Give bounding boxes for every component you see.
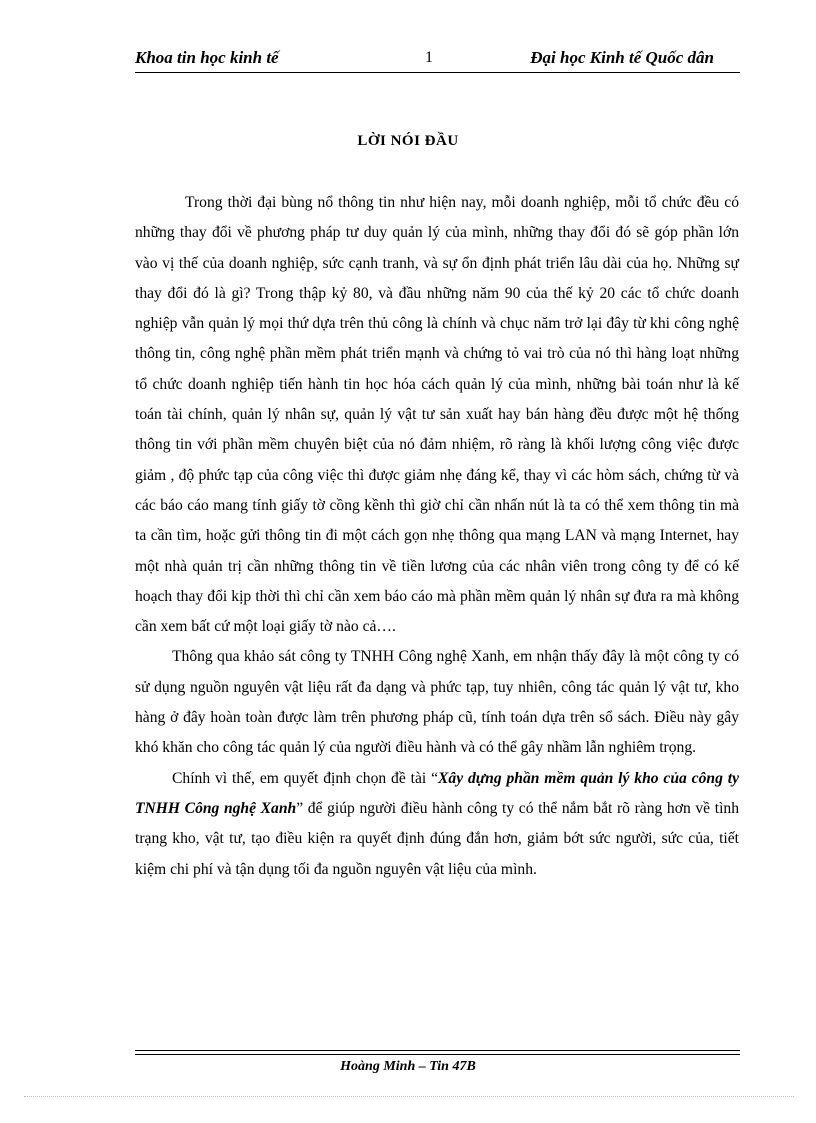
footer-rule-bottom: [135, 1054, 740, 1055]
body-text: [135, 188, 739, 885]
page-footer-author: Hoàng Minh – Tin 47B: [340, 1059, 476, 1074]
section-title: LỜI NÓI ĐẦU: [357, 133, 459, 149]
page-header: [135, 46, 740, 73]
header-university: Đại học Kinh tế Quốc dân: [530, 48, 714, 67]
page-break-divider: [24, 1096, 794, 1097]
header-faculty: Khoa tin học kinh tế: [135, 48, 279, 67]
paragraph-1: Trong thời đại bùng nổ thông tin như hiện nay, mỗi doanh nghiệp, mỗi tổ chức đều có những thay đổi về phương pháp tư duy quản lý của mình, những thay đổi đó sẽ góp phần lớn vào vị thế của doanh nghiệp, sức cạnh tranh, và sự ổn định phát triển lâu dài của họ. Những sự thay đổi đó là gì? Trong thập kỷ 80, và đầu những năm 90 của thế kỷ 20 các tổ chức doanh nghiệp vẫn quản lý mọi thứ dựa trên thủ công là chính và chục năm trở lại đây từ khi công nghệ thông tin, công nghệ phần mềm phát triển mạnh và chứng tỏ vai trò của nó thì hàng loạt những tổ chức doanh nghiệp tiến hành tin học hóa cách quản lý của mình, những bài toán như là kế toán tài chính, quản lý nhân sự, quản lý vật tư sản xuất hay bán hàng đều được một hệ thống thông tin với phần mềm chuyên biệt của nó đảm nhiệm, rõ ràng là khối lượng công việc được giảm , độ phức tạp của công việc thì được giảm nhẹ đáng kể, thay vì các hòm sách, chứng từ và các báo cáo mang tính giấy tờ cồng kềnh thì giờ chỉ cần nhấn nút là ta có thể xem thông tin mà ta cần tìm, hoặc gửi thông tin đi một cách gọn nhẹ thông qua mạng LAN và mạng Internet, hay một nhà quản trị cần những thông tin về tiền lương của các nhân viên trong công ty để có kế hoạch thay đổi kịp thời thì chỉ cần xem báo cáo mà phần mềm quản lý nhân sự đưa ra mà không cần xem bất cứ một loại giấy tờ nào cả….: [135, 194, 739, 636]
paragraph-3: [135, 764, 739, 885]
paragraph-2: Thông qua khảo sát công ty TNHH Công nghệ Xanh, em nhận thấy đây là một công ty có sử dụng nguồn nguyên vật liệu rất đa dạng và phức tạp, tuy nhiên, công tác quản lý vật tư, kho hàng ở đây hoàn toàn được làm trên phương pháp cũ, tính toán dựa trên sổ sách. Điều này gây khó khăn cho công tác quản lý của người điều hành và có thể gây nhầm lẫn nghiêm trọng.: [135, 648, 739, 757]
paragraph-3-lead: Chính vì thế, em quyết định chọn đề tài “: [172, 769, 439, 787]
paragraph-3-tail: ” để giúp người điều hành công ty có thể nắm bắt rõ ràng hơn về tình trạng kho, vật tư, tạo điều kiện ra quyết định đúng đắn hơn, giảm bớt sức người, sức của, tiết kiệm chi phí và tận dụng tối đa nguồn nguyên vật liệu của mình.: [135, 799, 739, 878]
page-number: 1: [425, 49, 433, 66]
footer-rule-top: [135, 1050, 740, 1051]
thesis-topic: Xây dựng phần mềm quản lý kho của công ty TNHH Công nghệ Xanh: [135, 769, 739, 817]
